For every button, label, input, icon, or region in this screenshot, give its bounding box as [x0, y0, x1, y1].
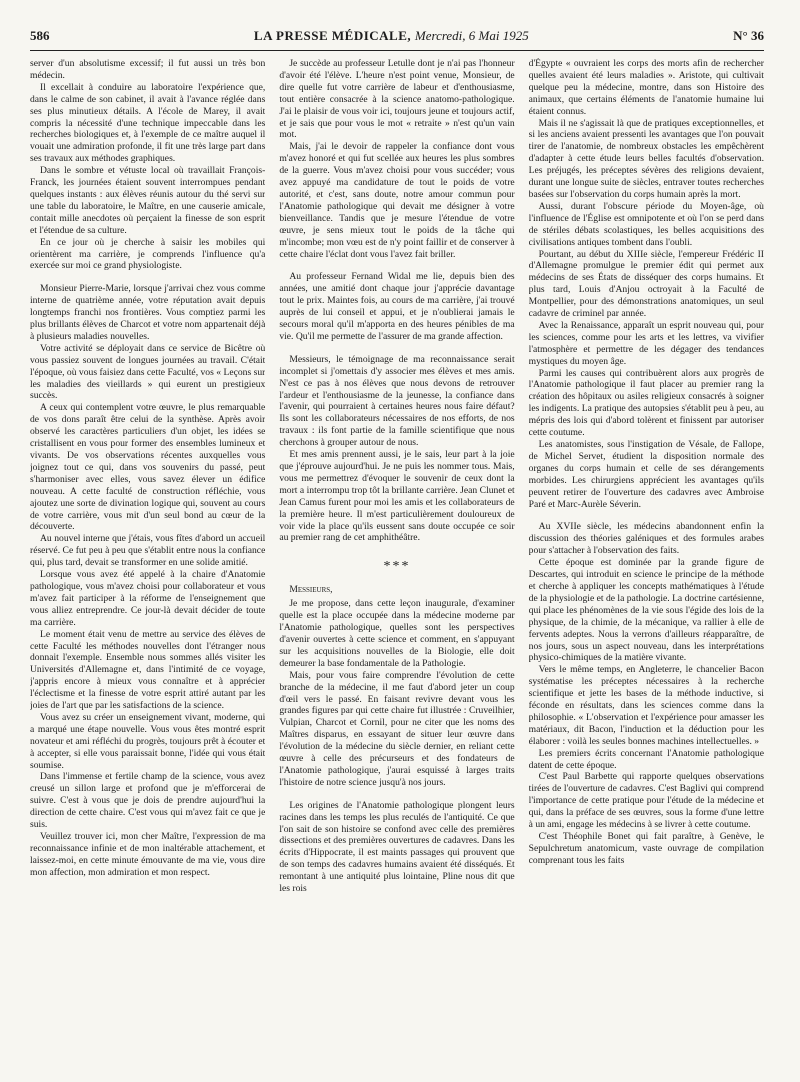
paragraph: Au nouvel interne que j'étais, vous fîtes d'abord un accueil réservé. Ce fut peu à peu que s'établit entre nous la confiance qui, plus tard, devait se transformer en une solide amitié.	[30, 533, 266, 569]
paragraph: Messieurs, le témoignage de ma reconnaissance serait incomplet si j'omettais d'y associer mes élèves et mes amis. N'est ce pas à nos élèves que nous devons de retrouver l'ardeur et l'enthousiasme de la jeunesse, la confiance dans l'avenir, qui pourraient à certaines heures nous faire défaut? Ils sont les collaborateurs nécessaires de nos efforts, de nos travaux : ils font partie de la famille scientifique que nous cherchons à grouper autour de nous.	[279, 353, 515, 449]
paragraph: A ceux qui contemplent votre œuvre, le plus remarquable de vos dons paraît être celui de la synthèse. Après avoir observé les caractères particuliers d'un objet, les idées se cristallisent en vous pour former des ensembles lumineux et vivants. De vos observations récentes auxquelles vous joignez tout ce qui, dans vos souvenirs du passé, peut s'harmoniser avec elles, vous savez élever un édifice nouveau. A cette faculté de construction réfléchie, vous ajoutez une sorte de divination logique qui, souvent au cours de votre carrière, vous mit d'un seul bond au cœur de la découverte.	[30, 402, 266, 533]
issue-number: N° 36	[733, 28, 764, 43]
paragraph: Au professeur Fernand Widal me lie, depuis bien des années, une amitié dont chaque jour j'apprécie davantage tout le prix. Maintes fois, au cours de ma carrière, j'ai trouvé auprès de lui conseil et appui, et je n'oublierai jamais le secours moral qu'il m'apporta en des heures pénibles de ma vie. Qu'il me permette de l'assurer de ma grande affection.	[279, 271, 515, 342]
paragraph: Cette époque est dominée par la grande figure de Descartes, qui introduit en science le principe de la méthode et cherche à appliquer les concepts mathématiques à l'étude de la physiologie et de la pathologie. La doctrine cartésienne, qui place les phénomènes de la vie sous l'égide des lois de la physique, de la chimie, de la mécanique, va rallier à elle de fervents adeptes. Nous la verrons d'ailleurs réapparaître, de nos jours, sous un aspect nouveau, dans les interprétations physico-chimiques de la matière vivante.	[528, 557, 764, 664]
column-3	[529, 58, 764, 1072]
paragraph: Et mes amis prennent aussi, je le sais, leur part à la joie que j'éprouve aujourd'hui. Je ne puis les nommer tous. Mais, vous me permettrez d'évoquer le souvenir de ceux dont la mort a interrompu trop tôt la brillante carrière. Jean Clunet et Jean Camus furent pour moi les amis et les collaborateurs de la première heure. Il m'est particulièrement douloureux de voir vide la place qu'ils eussent sans doute occupée ce soir au premier rang de cet amphithéâtre.	[279, 449, 515, 544]
paragraph: Au XVIIe siècle, les médecins abandonnent enfin la discussion des théories galéniques et des formules arabes pour s'attacher à l'observation des faits.	[528, 521, 764, 557]
page-number: 586	[30, 28, 50, 43]
paragraph: En ce jour où je cherche à saisir les mobiles qui orientèrent ma carrière, je comprends l'influence qu'a exercée sur moi ce grand physiologiste.	[30, 236, 266, 272]
paragraph: Parmi les causes qui contribuèrent alors aux progrès de l'Anatomie pathologique il faut placer au premier rang la création des hôpitaux ou asiles religieux consacrés à soigner les indigents. La pratique des autopsies s'établit peu à peu, au mépris des lois qui d'abord tolèrent et finissent par autoriser cette coutume.	[528, 367, 764, 439]
paragraph: Les premiers écrits concernant l'Anatomie pathologique datent de cette époque.	[528, 747, 764, 771]
salutation: Messieurs,	[289, 584, 333, 596]
issue-date: Mercredi, 6 Mai 1925	[414, 28, 529, 43]
paragraph: Les origines de l'Anatomie pathologique plongent leurs racines dans les temps les plus reculés de l'antiquité. Ce que l'on sait de son histoire se confond avec celle des premières dissections et des premières ouvertures de cadavres. Dans les écrits d'Hippocrate, il est maints passages qui prouvent que de son temps des cadavres humains avaient été disséqués. Et remontant à une antiquité plus lointaine, Pline nous dit que les rois	[279, 799, 515, 895]
paragraph: Votre activité se déployait dans ce service de Bicêtre où vous passiez souvent de longues journées au travail. C'était l'époque, où vous faisiez dans cette Faculté, vos « Leçons sur les maladies des vieillards » qui eurent un prestigieux succès.	[30, 342, 266, 402]
column-2	[279, 58, 514, 1072]
paragraph: Lorsque vous avez été appelé à la chaire d'Anatomie pathologique, vous m'avez choisi pour collaborateur et vous m'avez fait participer à la réforme de l'enseignement que vous alliez entreprendre. Ce jour-là devait décider de toute ma carrière.	[30, 569, 266, 628]
paragraph: C'est Théophile Bonet qui fait paraître, à Genève, le Sepulchretum anatomicum, vaste ouvrage de compilation comprenant tous les faits	[528, 831, 764, 866]
journal-title-line	[254, 28, 529, 44]
paragraph: Vous avez su créer un enseignement vivant, moderne, qui a marqué une étape nouvelle. Vous vous êtes montré esprit novateur et ami réfléchi du progrès, toujours prêt à écouter et à accepter, si elle vous paraissait bonne, l'idée qui vous était soumise.	[30, 711, 266, 771]
page-header	[30, 28, 764, 51]
paragraph: d'Égypte « ouvraient les corps des morts afin de rechercher quelles avaient été leurs maladies ». Aristote, qui cultivait quelque peu la médecine, montre, dans son Histoire des animaux, que certains éléments de l'anatomie humaine lui étaient connus.	[528, 58, 764, 117]
column-2-top	[279, 58, 514, 544]
paragraph: Avec la Renaissance, apparaît un esprit nouveau qui, pour les sciences, comme pour les arts et les lettres, va vivifier l'atmosphère et permettre de les dégager des tendances mystiques du moyen âge.	[528, 319, 764, 367]
paragraph: server d'un absolutisme excessif; il fut aussi un très bon médecin.	[30, 58, 266, 81]
paragraph: Je succède au professeur Letulle dont je n'ai pas l'honneur d'avoir été l'élève. L'heure n'est point venue, Monsieur, de dire quelle fut votre carrière de labeur et d'enthousiasme, tout entière consacrée à la science anatomo-pathologique. J'ai le plaisir de vous voir ici, toujours jeune et toujours actif, et je sais que pour vous le mot « retraite » n'est qu'un vain mot.	[279, 58, 515, 141]
section-separator-asterisks: ***	[383, 559, 411, 575]
paragraph: Mais, j'ai le devoir de rappeler la confiance dont vous m'avez honoré et qui fut scellée aux heures les plus sombres de la guerre. Vous m'avez choisi pour vous succéder; vous avez appuyé ma candidature de tout le poids de votre autorité, et c'est, sans doute, notre amour commun pour l'Anatomie pathologique qui devait me désigner à votre bienveillance. Tandis que je mesure l'étendue de votre œuvre, je sens mieux tout le poids de la tâche qui m'incombe; mon vœu est de n'y point faillir et de conserver à cette chaire l'éclat dont vous l'avez fait briller.	[279, 141, 515, 260]
paragraph: Je me propose, dans cette leçon inaugurale, d'examiner quelle est la place occupée dans la médecine moderne par l'Anatomie pathologique, quelles sont les perspectives d'avenir ouvertes à cette science et comment, en s'appuyant sur les acquisitions nouvelles de la Biologie, elle doit demeurer la base fondamentale de la Pathologie.	[279, 598, 515, 669]
paragraph: Les anatomistes, sous l'instigation de Vésale, de Fallope, de Michel Servet, étudient la disposition normale des organes du corps humain et celle de ses dérangements morbides. Les chirurgiens apprécient les avantages qu'ils peuvent retirer de l'ouverture des cadavres avec Ambroise Paré et Marc-Aurèle Séverin.	[528, 439, 764, 510]
paragraph: Mais il ne s'agissait là que de pratiques exceptionnelles, et si les anciens avaient pressenti les avantages que l'on pouvait tirer de l'anatomie, de nombreux obstacles les empêchèrent d'adapter à cette étude leurs belles facultés d'observation. Les préjugés, les préceptes sévères des religions devaient, durant une longue suite de siècles, entraver toutes recherches basées sur l'observation du corps humain après la mort.	[528, 117, 764, 200]
paragraph: Aussi, durant l'obscure période du Moyen-âge, où l'influence de l'Église est omnipotente et où l'on se perd dans de stériles débats scolastiques, les belles acquisitions des civilisations antiques tombent dans l'oubli.	[528, 200, 764, 248]
paragraph: Monsieur Pierre-Marie, lorsque j'arrivai chez vous comme interne de quatrième année, votre réputation avait depuis longtemps franchi nos frontières. Vous comptiez parmi les plus brillants élèves de Charcot et votre nom appartenait déjà à plusieurs maladies nouvelles.	[30, 283, 266, 342]
paragraph: Veuillez trouver ici, mon cher Maître, l'expression de ma reconnaissance infinie et de mon inaltérable attachement, et laissez-moi, en cette minute émouvante de ma vie, vous dire mon affection, mon admiration et mon respect.	[30, 831, 266, 878]
paragraph: C'est Paul Barbette qui rapporte quelques observations tirées de l'ouverture de cadavres. C'est Baglivi qui comprend l'importance de cette pratique pour l'étude de la médecine et qui, dans la préface de ses œuvres, sous la forme d'une lettre à un ami, engage les médecins à se livrer à cette coutume.	[528, 771, 764, 831]
paragraph: Dans l'immense et fertile champ de la science, vous avez creusé un sillon large et profond que je m'efforcerai de suivre. C'est à vous que je dois de prendre aujourd'hui la direction de cette chaire. C'est vous qui m'avez fait ce que je suis.	[30, 771, 266, 831]
paragraph: Vers le même temps, en Angleterre, le chancelier Bacon systématise les préceptes nécessaires à la recherche scientifique et jette les bases de la méthode inductive, si féconde en résultats, dans les sciences comme dans la philosophie. « L'observation et l'expérience pour amasser les matériaux, dit Bacon, l'induction et la déduction pour les élaborer : voilà les seules bonnes machines intellectuelles. »	[528, 664, 764, 747]
journal-title: LA PRESSE MÉDICALE,	[253, 28, 412, 43]
article-body	[30, 58, 764, 1072]
paragraph: Il excellait à conduire au laboratoire l'expérience que, dans le calme de son cabinet, il avait à l'avance réglée dans ses plus minutieux détails. A l'école de Marey, il avait compris la nécessité d'une technique impeccable dans les recherches biologiques et, à l'exemple de ce maître auquel il vouait une admiration profonde, il fit une très large part dans ses travaux aux méthodes graphiques.	[30, 81, 266, 165]
paragraph: Dans le sombre et vétuste local où travaillait François-Franck, les journées étaient souvent interrompues pendant quelques instants : aux élèves réunis autour du thé servi sur une table du laboratoire, le Maître, en une causerie amicale, contait mille anecdotes où perçaient la finesse de son esprit et l'étendue de sa culture.	[30, 165, 266, 236]
paragraph: Pourtant, au début du XIIIe siècle, l'empereur Frédéric II d'Allemagne promulgue le premier édit qui permet aux médecins de ses États de disséquer des corps humains. Et plus tard, Louis d'Anjou octroyait à la Faculté de Montpellier, pour des démonstrations anatomiques, un seul cadavre de criminel par année.	[528, 248, 764, 320]
paragraph: Mais, pour vous faire comprendre l'évolution de cette branche de la médecine, il me faut d'abord jeter un coup d'œil vers le passé. En faisant revivre devant vous les grandes figures par qui cette chaire fut illustrée : Cruveilhier, Vulpian, Charcot et Cornil, pour ne citer que les noms des Maîtres disparus, en essayant de situer leur œuvre dans l'évolution de la médecine du siècle dernier, en reliant cette œuvre à celle des précurseurs et des fondateurs de l'Anatomie pathologique, j'aurai esquissé à larges traits l'histoire de notre science jusqu'à nos jours.	[279, 669, 515, 788]
paragraph: Le moment était venu de mettre au service des élèves de cette Faculté les méthodes nouvelles dont l'étranger nous donnait l'exemple. Ensemble nous sommes allés visiter les Universités d'Allemagne et, dans l'intimité de ce voyage, j'appris encore à mieux vous connaître et à apprécier l'éclectisme et la finesse de votre esprit attiré autant par les joies de l'art que par les satisfactions de la science.	[30, 628, 266, 712]
column-2-bottom	[279, 598, 514, 895]
column-1	[30, 58, 265, 1072]
